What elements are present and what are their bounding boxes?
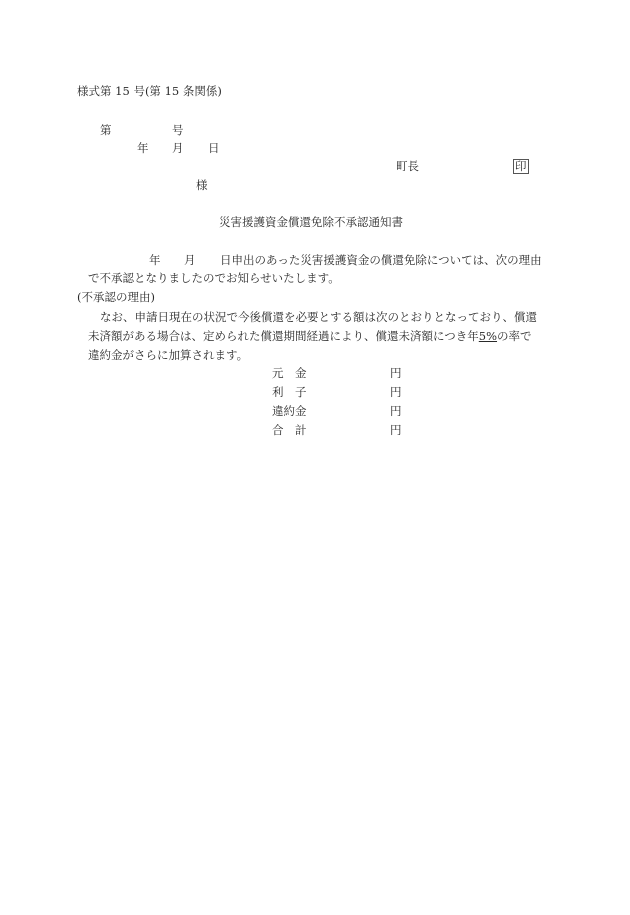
amount-unit-principal: 円 [390, 366, 402, 380]
amount-label-total: 合 計 [272, 423, 307, 437]
amount-label-interest: 利 子 [272, 385, 307, 399]
sender-title: 町長 [396, 159, 419, 173]
seal-mark [513, 159, 529, 174]
date-month: 月 [172, 141, 184, 155]
body-line-5-after: の率で [497, 329, 532, 343]
seal-icon: 印 [515, 159, 527, 173]
form-header: 様式第 15 号(第 15 条関係) [77, 84, 222, 98]
body-line-5 [88, 331, 532, 343]
body-line-6: 違約金がさらに加算されます。 [88, 348, 249, 362]
amount-label-penalty: 違約金 [272, 404, 307, 418]
date-year: 年 [137, 141, 149, 155]
document-title: 災害援護資金償還免除不承認通知書 [219, 215, 403, 229]
body-line-1: 日申出のあった災害援護資金の償還免除については、次の理由 [220, 253, 542, 267]
date-day: 日 [208, 141, 220, 155]
reason-heading: (不承認の理由) [77, 290, 155, 304]
body-line-5-before: 未済額がある場合は、定められた償還期間経過により、償還未済額につき年 [88, 329, 479, 343]
body-line-4: なお、申請日現在の状況で今後償還を必要とする額は次のとおりとなっており、償還 [100, 310, 537, 324]
document-number-suffix: 号 [172, 123, 184, 137]
amount-unit-total: 円 [390, 423, 402, 437]
interest-rate: 5% [478, 329, 498, 343]
amount-label-principal: 元 金 [272, 366, 307, 380]
amount-unit-interest: 円 [390, 385, 402, 399]
recipient-honorific: 様 [196, 178, 208, 192]
body-month: 月 [184, 253, 196, 267]
amount-unit-penalty: 円 [390, 404, 402, 418]
body-year: 年 [149, 253, 161, 267]
body-line-2: で不承認となりましたのでお知らせいたします。 [88, 271, 340, 285]
document-number-prefix: 第 [100, 123, 112, 137]
